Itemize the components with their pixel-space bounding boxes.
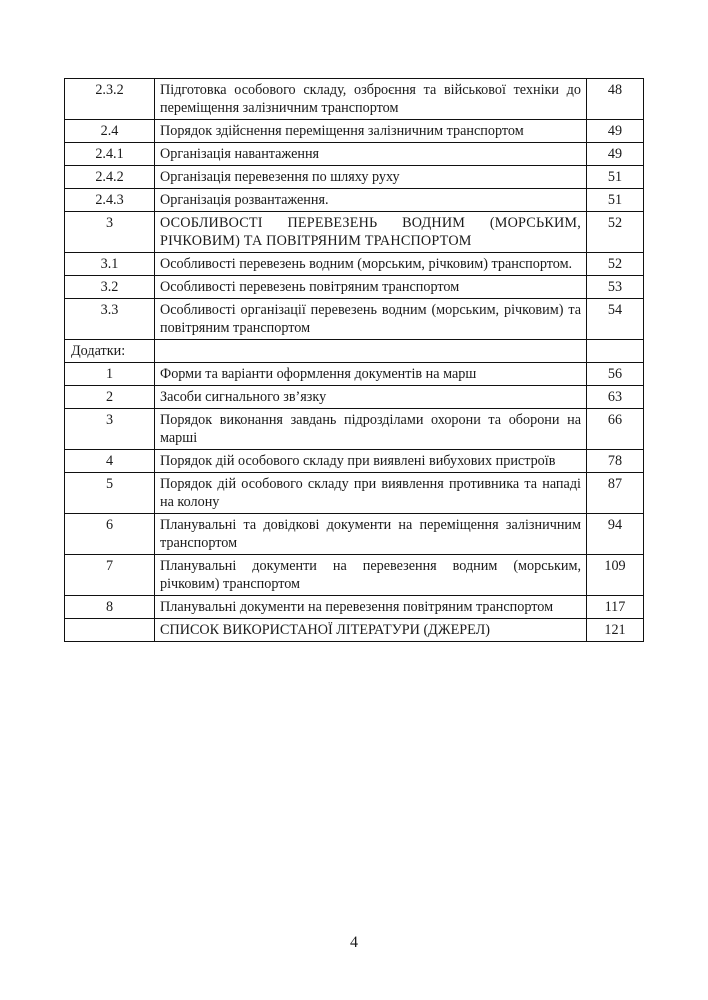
toc-page-number: 117: [587, 596, 644, 619]
toc-section-number: 3: [65, 212, 155, 253]
toc-section-number: 2.4: [65, 120, 155, 143]
toc-page-number: 48: [587, 79, 644, 120]
toc-page-number: 52: [587, 212, 644, 253]
toc-section-title: Порядок виконання завдань підрозділами охорони та оборони на марші: [155, 409, 587, 450]
toc-section-title: Організація розвантаження.: [155, 189, 587, 212]
toc-row: [65, 120, 644, 143]
toc-page-number: 49: [587, 120, 644, 143]
toc-row: [65, 450, 644, 473]
toc-section-number: 8: [65, 596, 155, 619]
toc-page-number: 49: [587, 143, 644, 166]
toc-row: [65, 555, 644, 596]
toc-section-number: 2.3.2: [65, 79, 155, 120]
toc-section-number: 6: [65, 514, 155, 555]
toc-row: [65, 166, 644, 189]
toc-row: [65, 299, 644, 340]
toc-row: [65, 473, 644, 514]
toc-row: [65, 514, 644, 555]
toc-section-number: 1: [65, 363, 155, 386]
toc-page-number: 78: [587, 450, 644, 473]
toc-section-number: 2.4.1: [65, 143, 155, 166]
toc-page-number: 87: [587, 473, 644, 514]
toc-page-number: 94: [587, 514, 644, 555]
toc-section-title: СПИСОК ВИКОРИСТАНОЇ ЛІТЕРАТУРИ (ДЖЕРЕЛ): [155, 619, 587, 642]
toc-section-title: Організація перевезення по шляху руху: [155, 166, 587, 189]
toc-row: [65, 596, 644, 619]
toc-section-title: Особливості перевезень повітряним транспортом: [155, 276, 587, 299]
toc-section-title: ОСОБЛИВОСТІ ПЕРЕВЕЗЕНЬ ВОДНИМ (МОРСЬКИМ, РІЧКОВИМ) ТА ПОВІТРЯНИМ ТРАНСПОРТОМ: [155, 212, 587, 253]
toc-section-number: 3.3: [65, 299, 155, 340]
toc-page-number: 63: [587, 386, 644, 409]
toc-page-number: 109: [587, 555, 644, 596]
toc-section-number: 3: [65, 409, 155, 450]
toc-section-number: Додатки:: [65, 340, 155, 363]
toc-section-title: Підготовка особового складу, озброєння та військової техніки до переміщення залізничним транспортом: [155, 79, 587, 120]
toc-section-number: 5: [65, 473, 155, 514]
toc-section-number: 2: [65, 386, 155, 409]
toc-page-number: 121: [587, 619, 644, 642]
toc-section-title: Планувальні та довідкові документи на переміщення залізничним транспортом: [155, 514, 587, 555]
toc-row: [65, 409, 644, 450]
toc-section-number: 4: [65, 450, 155, 473]
toc-section-number: 7: [65, 555, 155, 596]
toc-section-title: Планувальні документи на перевезення водним (морським, річковим) транспортом: [155, 555, 587, 596]
table-of-contents: [64, 78, 644, 642]
toc-section-title: Порядок дій особового складу при виявлені вибухових пристроїв: [155, 450, 587, 473]
toc-row: [65, 363, 644, 386]
toc-row: [65, 212, 644, 253]
toc-page-number: 54: [587, 299, 644, 340]
toc-page-number: 53: [587, 276, 644, 299]
toc-row: [65, 143, 644, 166]
toc-row: [65, 276, 644, 299]
toc-section-number: 2.4.2: [65, 166, 155, 189]
toc-page-number: [587, 340, 644, 363]
toc-section-title: Засоби сигнального зв’язку: [155, 386, 587, 409]
toc-page-number: 51: [587, 189, 644, 212]
toc-page-number: 52: [587, 253, 644, 276]
page-number: 4: [350, 934, 358, 951]
toc-row: [65, 253, 644, 276]
toc-row: [65, 386, 644, 409]
toc-section-number: [65, 619, 155, 642]
toc-page-number: 56: [587, 363, 644, 386]
toc-section-title: Порядок здійснення переміщення залізничним транспортом: [155, 120, 587, 143]
toc-section-title: Особливості перевезень водним (морським, річковим) транспортом.: [155, 253, 587, 276]
toc-row: [65, 619, 644, 642]
toc-page-number: 51: [587, 166, 644, 189]
toc-section-number: 2.4.3: [65, 189, 155, 212]
toc-row: [65, 189, 644, 212]
toc-section-number: 3.1: [65, 253, 155, 276]
toc-row: [65, 340, 644, 363]
toc-section-title: Порядок дій особового складу при виявлення противника та нападі на колону: [155, 473, 587, 514]
toc-section-title: Організація навантаження: [155, 143, 587, 166]
toc-section-title: Особливості організації перевезень водним (морським, річковим) та повітряним транспортом: [155, 299, 587, 340]
toc-section-title: Планувальні документи на перевезення повітряним транспортом: [155, 596, 587, 619]
toc-row: [65, 79, 644, 120]
toc-section-title: [155, 340, 587, 363]
toc-section-title: Форми та варіанти оформлення документів на марш: [155, 363, 587, 386]
toc-body: [65, 79, 644, 642]
toc-section-number: 3.2: [65, 276, 155, 299]
toc-page-number: 66: [587, 409, 644, 450]
